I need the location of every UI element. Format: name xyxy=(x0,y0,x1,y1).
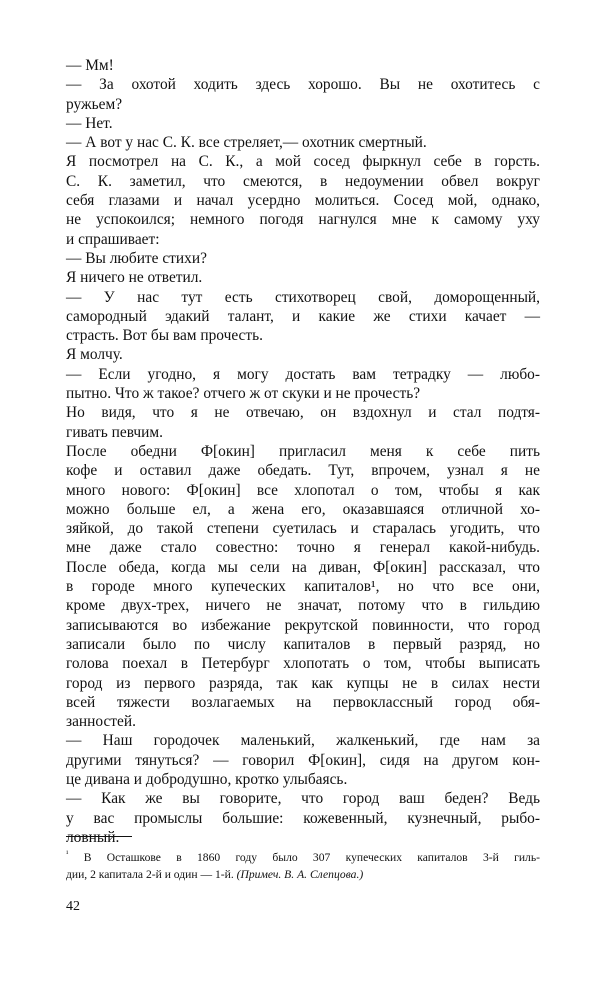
footnote-text: дии, 2 капитала 2-й и один — 1-й. xyxy=(66,867,234,881)
text-line: С. К. заметил, что смеются, в недоумении обвел вокруг xyxy=(66,172,540,190)
text-line: записали было по числу капиталов в первый разряд, но xyxy=(66,635,540,653)
text-line: — За охотой ходить здесь хорошо. Вы не охотитесь с xyxy=(66,76,540,94)
text-line: — Если угодно, я могу достать вам тетрадку — любо- xyxy=(66,365,540,383)
paragraph xyxy=(66,114,540,133)
footnote-text: В Осташкове в 1860 году было 307 купеческих капиталов 3-й гиль- xyxy=(83,851,540,864)
paragraph xyxy=(66,288,540,346)
text-line: После обеда, когда мы сели на диван, Ф[окин] рассказал, что xyxy=(66,558,540,576)
text-line: не успокоился; немного погодя нагнулся мне к самому уху xyxy=(66,211,540,229)
paragraph xyxy=(66,133,540,152)
paragraph xyxy=(66,365,540,404)
text-line: После обедни Ф[окин] пригласил меня к себе пить xyxy=(66,442,540,460)
paragraph xyxy=(66,152,540,248)
text-line: и спрашивает: xyxy=(66,230,160,248)
text-line: Я ничего не ответил. xyxy=(66,269,203,287)
paragraph xyxy=(66,75,540,114)
text-line: можно больше ел, а жена его, оказавшаяся отличной хо- xyxy=(66,500,540,518)
text-line: самородный эдакий талант, и какие же стихи качает — xyxy=(66,307,540,325)
text-line: зяйкой, до такой степени суетилась и старалась угодить, что xyxy=(66,520,540,538)
text-line: у вас промыслы большие: кожевенный, кузнечный, рыбо- xyxy=(66,809,540,827)
footnote-marker: ¹ xyxy=(66,849,69,859)
text-line: Но видя, что я не отвечаю, он вздохнул и стал подтя- xyxy=(66,404,540,422)
text-line: ружьем? xyxy=(66,95,123,113)
text-line: страсть. Вот бы вам прочесть. xyxy=(66,327,263,345)
page-number: 42 xyxy=(66,899,80,914)
text-line: пытно. Что ж такое? отчего ж от скуки и не прочесть? xyxy=(66,385,421,403)
text-line: гивать певчим. xyxy=(66,423,163,441)
text-line: — У нас тут есть стихотворец свой, доморощенный, xyxy=(66,288,540,306)
text-line: ловный. xyxy=(66,828,120,846)
text-line: голова поехал в Петербург хлопотать о том, чтобы выписать xyxy=(66,655,540,673)
paragraph xyxy=(66,789,540,847)
text-line: Я молчу. xyxy=(66,346,123,364)
page-body xyxy=(66,56,540,847)
footnote-divider xyxy=(66,836,132,837)
paragraph xyxy=(66,56,540,75)
text-line: записываются во избежание рекрутской повинности, что город xyxy=(66,616,540,634)
paragraph xyxy=(66,731,540,789)
text-line: мне даже стало совестно: точно я генерал какой-нибудь. xyxy=(66,539,540,557)
text-line: — А вот у нас С. К. все стреляет,— охотник смертный. xyxy=(66,134,427,152)
paragraph xyxy=(66,403,540,442)
paragraph xyxy=(66,345,540,364)
text-line: себя глазами и начал усердно молиться. Сосед мой, однако, xyxy=(66,192,540,210)
text-line: — Наш городочек маленький, жалкенький, где нам за xyxy=(66,732,540,750)
text-line: — Вы любите стихи? xyxy=(66,249,207,267)
footnote xyxy=(66,850,540,883)
footnote-line xyxy=(66,850,540,867)
text-line: це дивана и добродушно, кротко улыбаясь. xyxy=(66,770,348,788)
text-line: город из первого разряда, так как купцы не в силах нести xyxy=(66,674,540,692)
paragraph xyxy=(66,442,540,731)
text-line: кроме двух-трех, ничего не значат, потому что в гильдию xyxy=(66,597,540,615)
text-line: занностей. xyxy=(66,713,136,731)
text-line: Я посмотрел на С. К., а мой сосед фыркнул себе в горсть. xyxy=(66,153,540,171)
text-line: — Мм! xyxy=(66,57,114,74)
paragraph xyxy=(66,249,540,268)
text-line: — Нет. xyxy=(66,114,113,132)
paragraph xyxy=(66,268,540,287)
text-line: много нового: Ф[окин] все хлопотал о том, чтобы я как xyxy=(66,481,540,499)
text-line: — Как же вы говорите, что город ваш беден? Ведь xyxy=(66,790,540,808)
text-line: всей тяжести возлагаемых на первоклассный город обя- xyxy=(66,693,540,711)
editor-note: (Примеч. В. А. Слепцова.) xyxy=(236,867,364,881)
footnote-line xyxy=(66,867,540,884)
text-line: кофе и оставил даже обедать. Тут, впрочем, узнал я не xyxy=(66,462,540,480)
text-line: в городе много купеческих капиталов¹, но что все они, xyxy=(66,578,540,596)
text-line: другими тянуться? — говорил Ф[окин], сидя на другом кон- xyxy=(66,751,540,769)
